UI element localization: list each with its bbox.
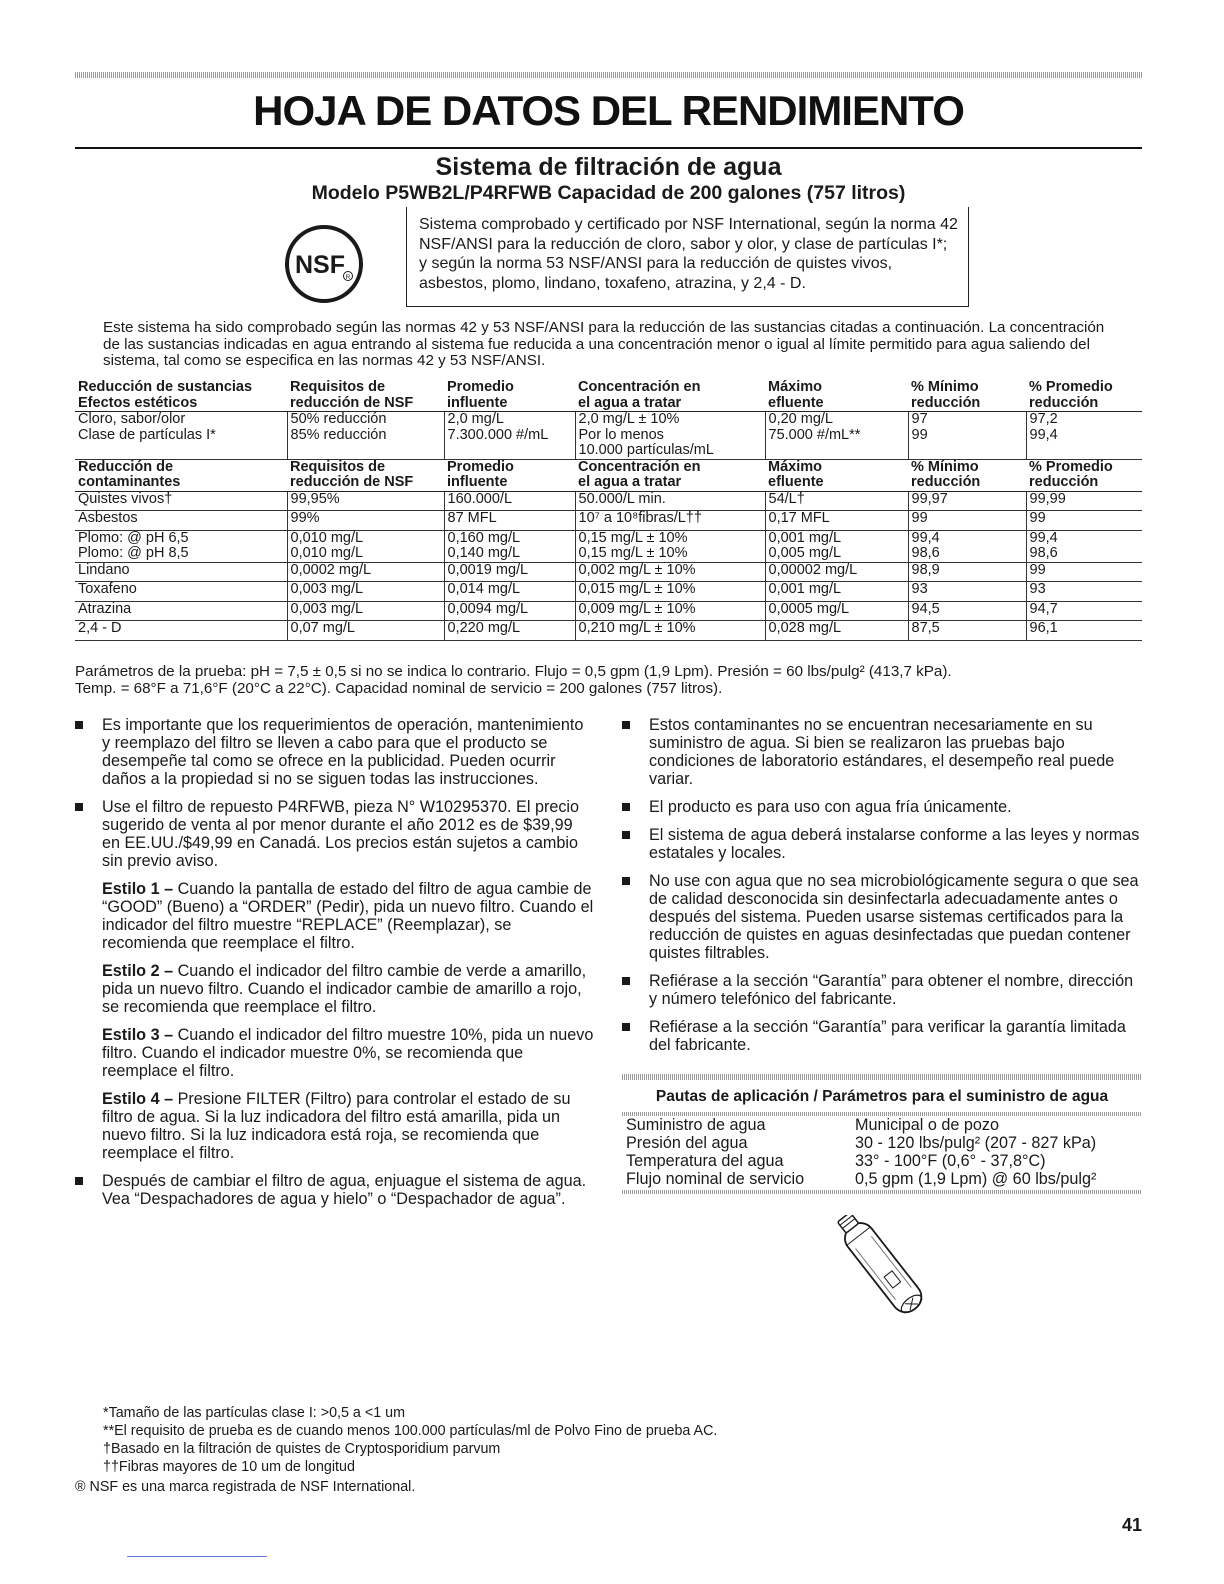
table-row [622,1134,1142,1152]
table-row [75,412,1142,460]
table-cell: 99,4 98,6 [1026,530,1142,562]
guidelines-bottom-band [622,1190,1142,1194]
table-cell: 97,2 99,4 [1026,412,1142,460]
style-4-note: Estilo 4 – Presione FILTER (Filtro) para controlar el estado de su filtro de agua. Si la luz indicadora del filtro está amarilla, pida un nuevo filtro. Si la luz indicadora está roja, se recomienda que reemplace el filtro. [102,1090,571,1162]
table-cell: 160.000/L [444,491,575,511]
table-cell: 87 MFL [444,511,575,531]
table-row [75,621,1142,641]
page-title: HOJA DE DATOS DEL RENDIMIENTO [253,87,964,134]
table-cell: Cloro, sabor/olor Clase de partículas I* [75,412,287,460]
bullet-square-icon [622,977,630,985]
table-cell: Quistes vivos† [75,491,287,511]
table-cell: 0,20 mg/L 75.000 #/mL** [765,412,908,460]
table-cell: 0,001 mg/L [765,582,908,602]
table-cell: 87,5 [908,621,1026,641]
table-header-cell: Máximo efluente [765,459,908,491]
registered-trademark-note: ® NSF es una marca registrada de NSF International. [75,1479,416,1495]
table-cell: 2,0 mg/L ± 10% Por lo menos 10.000 partículas/mL [575,412,765,460]
style-2-note: Estilo 2 – Cuando el indicador del filtro cambie de verde a amarillo, pida un nuevo filtro. Cuando el indicador cambie de amarillo a rojo, se recomienda que reemplace el filtro. [102,962,587,1016]
table-row [75,511,1142,531]
table-row [622,1152,1142,1170]
nsf-logo-text: NSF [295,251,345,279]
table-cell: 0,003 mg/L [287,601,444,621]
table-cell: 10⁷ a 10⁸fibras/L†† [575,511,765,531]
bullet-square-icon [622,803,630,811]
table-header-cell: % Mínimo reducción [908,380,1026,412]
table-cell: 99 [908,511,1026,531]
table-row [75,582,1142,602]
table-cell: 0,220 mg/L [444,621,575,641]
table-cell: 33° - 100°F (0,6° - 37,8°C) [855,1152,1046,1170]
guidelines-table [622,1116,1142,1188]
table-cell: 99,4 98,6 [908,530,1026,562]
list-item: Refiérase a la sección “Garantía” para verificar la garantía limitada del fabricante. [622,1018,1142,1054]
table-cell: Lindano [75,562,287,582]
table-cell: Atrazina [75,601,287,621]
table-cell: 54/L† [765,491,908,511]
table-header-cell: % Promedio reducción [1026,459,1142,491]
table-cell: 50.000/L min. [575,491,765,511]
table-cell: Plomo: @ pH 6,5 Plomo: @ pH 8,5 [75,530,287,562]
table-cell: Suministro de agua [626,1116,766,1134]
guidelines-title: Pautas de aplicación / Parámetros para el suministro de agua [655,1088,1109,1105]
table-header-cell: Reducción de sustancias Efectos estéticos [75,380,287,412]
table-cell: Temperatura del agua [626,1152,784,1170]
table-cell: 0,001 mg/L 0,005 mg/L [765,530,908,562]
table-header-cell: % Promedio reducción [1026,380,1142,412]
footnotes [75,1404,975,1496]
table-cell: 99,99 [1026,491,1142,511]
list-item: No use con agua que no sea microbiológicamente segura o que sea de calidad desconocida sin desinfectarla adecuadamente antes o después del sistema. Pueden usarse sistemas certificados para la reducción de quistes en aguas desinfectadas que puedan contener quistes filtrables. [622,872,1142,962]
svg-text:R: R [345,274,351,281]
footnote: *Tamaño de las partículas clase I: >0,5 a <1 um [103,1405,405,1421]
table-cell: 30 - 120 lbs/pulg² (207 - 827 kPa) [855,1134,1097,1152]
nsf-logo-icon [284,224,364,304]
table-cell: 0,210 mg/L ± 10% [575,621,765,641]
subtitle: Sistema de filtración de agua [435,153,782,181]
performance-table [75,380,1142,641]
table-cell: 96,1 [1026,621,1142,641]
list-item: El producto es para uso con agua fría únicamente. [622,798,1142,816]
certification-text: Sistema comprobado y certificado por NSF International, según la norma 42 NSF/ANSI para la reducción de cloro, sabor y olor, y clase de partículas I*; y según la norma 53 NSF/ANSI para la reducción de quistes vivos, asbestos, plomo, lindano, toxafeno, atrazina, y 2,4 - D. [419,216,958,292]
table-header-cell: Concentración en el agua a tratar [575,459,765,491]
table-cell: 94,5 [908,601,1026,621]
table-cell: 93 [1026,582,1142,602]
table-header-cell: Reducción de contaminantes [75,459,287,491]
table-cell: 99% [287,511,444,531]
style-3-note: Estilo 3 – Cuando el indicador del filtro muestre 10%, pida un nuevo filtro. Cuando el indicador muestre 0%, se recomienda que reemplace el filtro. [102,1026,594,1080]
table-cell: 97 99 [908,412,1026,460]
table-cell: 99 [1026,562,1142,582]
bullet-square-icon [622,721,630,729]
table-cell: 94,7 [1026,601,1142,621]
water-filter-cartridge-icon [820,1215,950,1325]
bullet-square-icon [622,1023,630,1031]
table-row [75,491,1142,511]
table-header-cell: % Mínimo reducción [908,459,1026,491]
table-cell: 50% reducción 85% reducción [287,412,444,460]
bullet-square-icon [75,721,83,729]
test-parameters [75,663,1142,697]
table-cell: 0,5 gpm (1,9 Lpm) @ 60 lbs/pulg² [855,1170,1097,1188]
table-cell: 0,014 mg/L [444,582,575,602]
table-cell: 0,17 MFL [765,511,908,531]
table-cell: 0,009 mg/L ± 10% [575,601,765,621]
table-row [622,1116,1142,1134]
list-item: Después de cambiar el filtro de agua, enjuague el sistema de agua. Vea “Despachadores de agua y hielo” o “Despachador de agua”. [75,1172,595,1208]
table-cell: 0,0094 mg/L [444,601,575,621]
test-parameters-line: Parámetros de la prueba: pH = 7,5 ± 0,5 si no se indica lo contrario. Flujo = 0,5 gpm (1,9 Lpm). Presión = 60 lbs/pulg² (413,7 kPa). [75,663,952,680]
table-cell: 0,15 mg/L ± 10% 0,15 mg/L ± 10% [575,530,765,562]
bullet-square-icon [75,1177,83,1185]
table-cell: 0,07 mg/L [287,621,444,641]
footnote: †Basado en la filtración de quistes de Cryptosporidium parvum [103,1441,501,1457]
test-parameters-line: Temp. = 68°F a 71,6°F (20°C a 22°C). Capacidad nominal de servicio = 200 galones (757 litros). [75,680,723,697]
model-line: Modelo P5WB2L/P4RFWB Capacidad de 200 galones (757 litros) [311,182,906,204]
list-item: Use el filtro de repuesto P4RFWB, pieza N° W10295370. El precio sugerido de venta al por menor durante el año 2012 es de $39,99 en EE.UU./$49,99 en Canadá. Los precios están sujetos a cambio sin previo aviso. [75,798,595,870]
certification-box [406,207,969,307]
table-header-cell: Concentración en el agua a tratar [575,380,765,412]
list-item: Refiérase a la sección “Garantía” para obtener el nombre, dirección y número telefónico del fabricante. [622,972,1142,1008]
table-cell: 0,0005 mg/L [765,601,908,621]
table-cell: Asbestos [75,511,287,531]
table-cell: Flujo nominal de servicio [626,1170,805,1188]
table-header-cell: Promedio influente [444,380,575,412]
table-row [75,601,1142,621]
table-header-cell: Requisitos de reducción de NSF [287,380,444,412]
table-cell: 0,028 mg/L [765,621,908,641]
table-cell: 98,9 [908,562,1026,582]
table-cell: 0,010 mg/L 0,010 mg/L [287,530,444,562]
table-row [75,562,1142,582]
table-cell: 99,95% [287,491,444,511]
application-guidelines [622,1074,1142,1194]
table-cell: 99,97 [908,491,1026,511]
title-rule [75,147,1142,149]
table-header-cell: Requisitos de reducción de NSF [287,459,444,491]
page-number: 41 [1121,1515,1142,1535]
table-cell: Presión del agua [626,1134,748,1152]
table-cell: 0,00002 mg/L [765,562,908,582]
footnote: **El requisito de prueba es de cuando menos 100.000 partículas/ml de Polvo Fino de prueba AC. [103,1423,718,1439]
table-cell: 93 [908,582,1026,602]
left-column [75,716,595,1218]
list-item: Estos contaminantes no se encuentran necesariamente en su suministro de agua. Si bien se realizaron las pruebas bajo condiciones de laboratorio estándares, el desempeño real puede variar. [622,716,1142,788]
table-cell: 2,4 - D [75,621,287,641]
bottom-link-underline[interactable] [127,1556,267,1557]
table-header-cell: Promedio influente [444,459,575,491]
table-cell: 0,002 mg/L ± 10% [575,562,765,582]
table-cell: 0,0019 mg/L [444,562,575,582]
style-1-note: Estilo 1 – Cuando la pantalla de estado del filtro de agua cambie de “GOOD” (Bueno) a “ORDER” (Pedir), pida un nuevo filtro. Cuando el indicador del filtro muestre “REPLACE” (Reemplazar), se recomienda que reemplace el filtro. [102,880,594,952]
intro-paragraph: Este sistema ha sido comprobado según las normas 42 y 53 NSF/ANSI para la reducción de las sustancias citadas a continuación. La concentración de las sustancias indicadas en agua entrando al sistema fue reducida a una concentración menor o igual al límite permitido para agua saliendo del sistema, tal como se especifica en las normas 42 y 53 NSF/ANSI. [103,319,1105,369]
table1-header-row [75,380,1142,412]
bullet-square-icon [622,831,630,839]
list-item: El sistema de agua deberá instalarse conforme a las leyes y normas estatales y locales. [622,826,1142,862]
table-cell: 0,015 mg/L ± 10% [575,582,765,602]
footnote: ††Fibras mayores de 10 um de longitud [103,1459,355,1475]
list-item: Es importante que los requerimientos de operación, mantenimiento y reemplazo del filtro se lleven a cabo para que el producto se desempeñe tal como se ofrece en la publicidad. Pueden ocurrir daños a la propiedad si no se siguen todas las instrucciones. [75,716,595,788]
table-row [75,530,1142,562]
table-cell: Toxafeno [75,582,287,602]
table-header-cell: Máximo efluente [765,380,908,412]
bullet-square-icon [622,877,630,885]
table-cell: 0,0002 mg/L [287,562,444,582]
top-decorative-band [75,72,1142,78]
table-cell: 0,160 mg/L 0,140 mg/L [444,530,575,562]
table-cell: 0,003 mg/L [287,582,444,602]
table-cell: Municipal o de pozo [855,1116,999,1134]
table2-header-row [75,459,1142,491]
bullet-square-icon [75,803,83,811]
right-column [622,716,1142,1064]
table-cell: 99 [1026,511,1142,531]
table-cell: 2,0 mg/L 7.300.000 #/mL [444,412,575,460]
table-row [622,1170,1142,1188]
